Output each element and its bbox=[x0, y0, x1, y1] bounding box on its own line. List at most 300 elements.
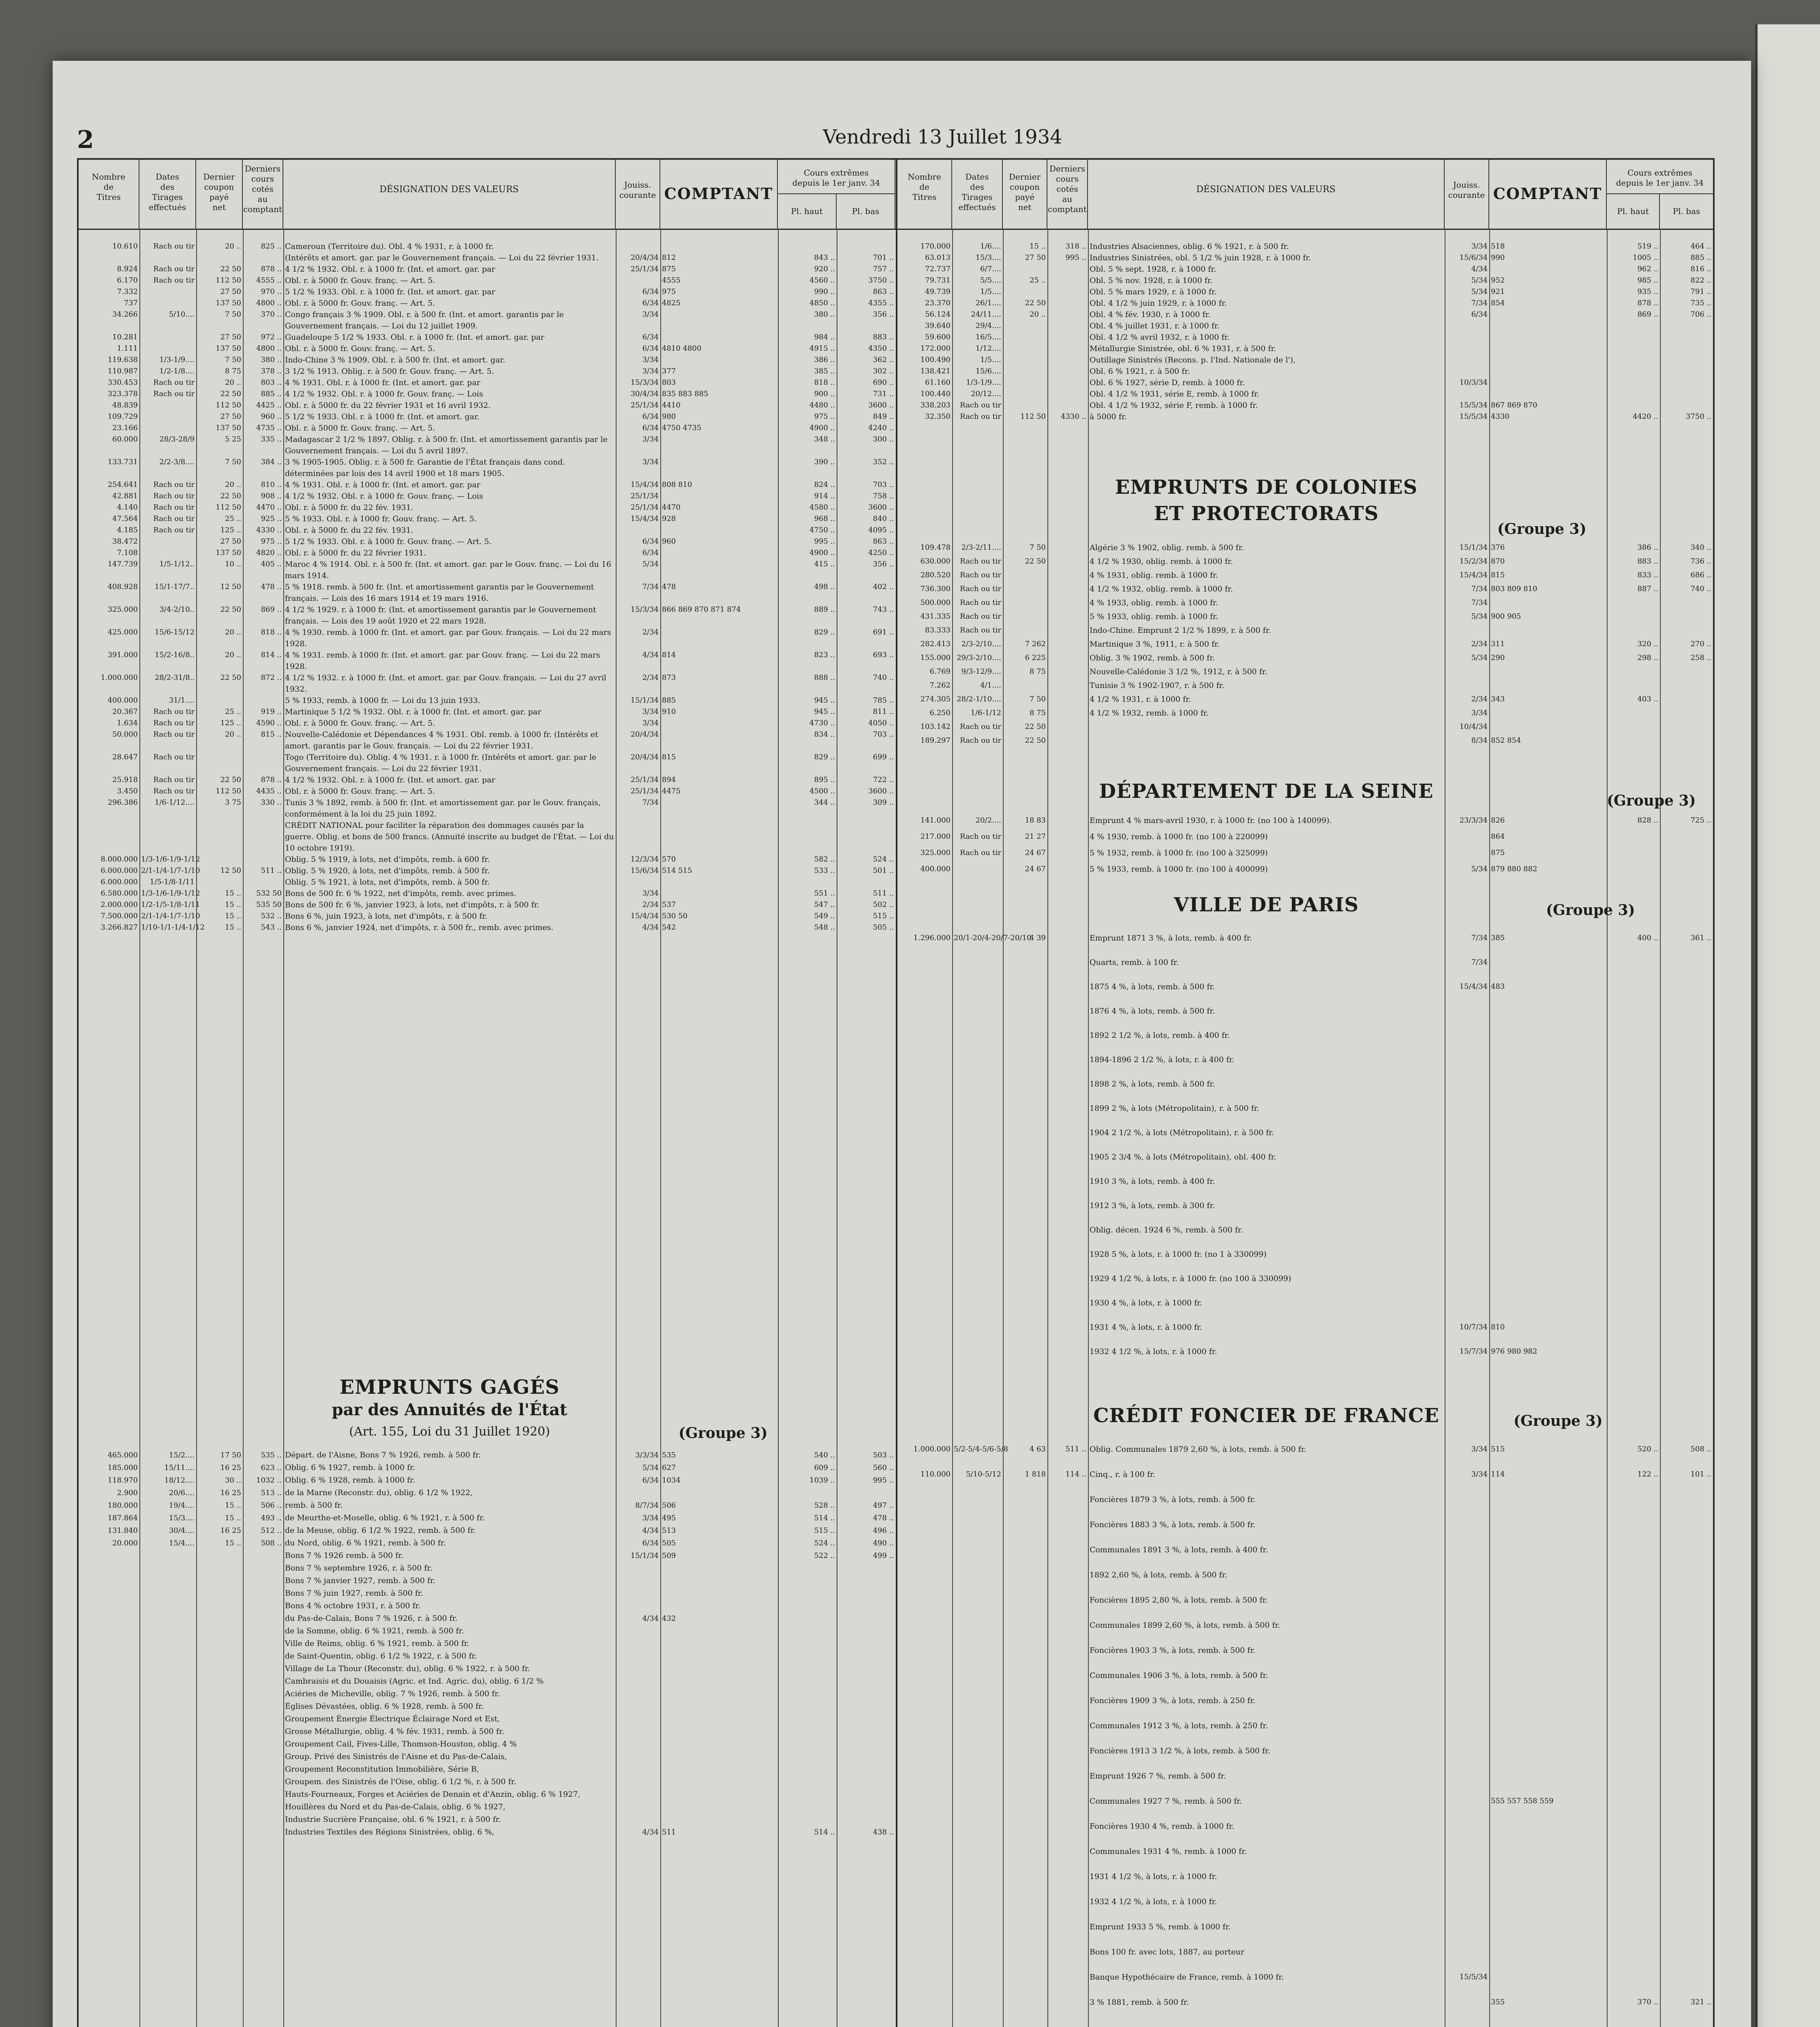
cell-nombre: 103.142 bbox=[920, 722, 951, 731]
cell-jouiss: 6/34 bbox=[642, 333, 659, 341]
cell-nombre bbox=[80, 1625, 138, 1637]
table-row bbox=[897, 241, 1713, 252]
cell-cours: 885 .. bbox=[261, 390, 282, 398]
cell-haut: 4480 .. bbox=[809, 401, 835, 409]
cell-comptant bbox=[662, 1663, 776, 1675]
cell-jouiss bbox=[1446, 1537, 1488, 1562]
cell-jouiss bbox=[1446, 332, 1488, 343]
table-row bbox=[79, 649, 896, 672]
cell-coupon bbox=[1004, 1315, 1046, 1339]
cell-coupon: 25 .. bbox=[225, 514, 241, 523]
cell-dates: 15/4.... bbox=[169, 1539, 195, 1547]
cell-designation: Foncières 1903 3 %, à lots, remb. à 500 fr. bbox=[1090, 1646, 1256, 1655]
cell-coupon bbox=[198, 1663, 241, 1675]
cell-coupon bbox=[1004, 1965, 1046, 1990]
cell-coupon: 112 50 bbox=[216, 787, 241, 795]
table-row bbox=[897, 720, 1713, 734]
table-row bbox=[897, 366, 1713, 377]
table-row bbox=[79, 1549, 896, 1562]
table-row bbox=[79, 491, 896, 502]
cell-coupon: 137 50 bbox=[216, 299, 241, 307]
cell-haut bbox=[779, 1637, 835, 1650]
cell-coupon bbox=[1004, 1839, 1046, 1864]
cell-bas: 840 .. bbox=[873, 514, 894, 523]
cell-coupon bbox=[198, 1763, 241, 1776]
cell-nombre: 110.000 bbox=[920, 1470, 951, 1478]
table-row bbox=[79, 1751, 896, 1763]
cell-nombre: 79.731 bbox=[925, 276, 951, 285]
cell-cours bbox=[244, 1587, 282, 1600]
cell-jouiss bbox=[1446, 1990, 1488, 2015]
cell-bas bbox=[1662, 1638, 1711, 1663]
cell-comptant bbox=[1491, 1291, 1605, 1315]
cell-haut: 4750 .. bbox=[809, 526, 835, 534]
cell-designation: 4 1/2 % 1932. Obl. r. à 1000 fr. (Int. et amort. gar. par bbox=[285, 776, 495, 784]
page-date: Vendredi 13 Juillet 1934 bbox=[823, 126, 1062, 148]
cell-designation: Obl. 6 % 1927, série D, remb. à 1000 fr. bbox=[1090, 378, 1245, 387]
seine-title: DÉPARTEMENT DE LA SEINE bbox=[1099, 780, 1434, 803]
cell-dates bbox=[954, 1339, 1001, 1364]
cell-coupon bbox=[1004, 679, 1046, 692]
cell-nombre: 20.367 bbox=[112, 707, 138, 716]
cell-designation: Martinique 3 %, 1911, r. à 500 fr. bbox=[1090, 640, 1220, 649]
credit-foncier-title: CRÉDIT FONCIER DE FRANCE bbox=[1093, 1404, 1439, 1427]
groupe-label: (Groupe 3) bbox=[679, 1425, 768, 1442]
col-header-nombre: Nombre de Titres bbox=[79, 160, 139, 229]
cell-dates: Rach ou tir bbox=[153, 242, 195, 251]
cell-bas: 758 .. bbox=[873, 492, 894, 500]
cell-comptant: 311 bbox=[1491, 640, 1505, 648]
cell-coupon bbox=[1004, 1145, 1046, 1169]
cell-nombre: 180.000 bbox=[107, 1501, 138, 1510]
cell-jouiss bbox=[1446, 354, 1488, 366]
cell-nombre bbox=[899, 950, 951, 975]
cell-dates: 2/2-3/8.... bbox=[159, 458, 195, 466]
cell-comptant bbox=[662, 820, 776, 854]
cell-jouiss: 15/3/34 bbox=[630, 378, 659, 387]
cell-designation: 1932 4 1/2 %, à lots, r. à 1000 fr. bbox=[1090, 1897, 1217, 1906]
cell-comptant: 4470 bbox=[662, 503, 681, 512]
cell-comptant bbox=[1491, 1738, 1605, 1763]
cell-coupon bbox=[1004, 1613, 1046, 1638]
cell-haut: 609 .. bbox=[814, 1463, 835, 1472]
cell-designation: Obl. 4 1/2 % 1932, série F, remb. à 1000 fr. bbox=[1090, 401, 1258, 410]
cell-coupon bbox=[1004, 377, 1046, 388]
cell-nombre: 7.332 bbox=[117, 287, 138, 296]
cell-comptant bbox=[662, 1625, 776, 1637]
cell-designation: Houillères du Nord et du Pas-de-Calais, oblig. 6 % 1927, bbox=[285, 1802, 506, 1811]
cell-dates: 4/1.... bbox=[980, 681, 1001, 690]
cell-coupon bbox=[1004, 1512, 1046, 1537]
cell-cours: 4330 .. bbox=[256, 526, 282, 534]
cell-cours bbox=[1049, 679, 1086, 692]
cell-jouiss bbox=[1446, 1889, 1488, 1914]
table-row bbox=[79, 479, 896, 491]
cell-haut: 415 .. bbox=[814, 560, 835, 568]
cell-coupon: 7 50 bbox=[225, 310, 241, 319]
cell-cours: 4555 .. bbox=[256, 276, 282, 285]
cell-coupon: 7 50 bbox=[1029, 695, 1046, 703]
cell-haut bbox=[1608, 1512, 1658, 1537]
cell-coupon bbox=[1004, 1763, 1046, 1789]
cell-coupon: 25 .. bbox=[225, 707, 241, 716]
cell-nombre: 32.350 bbox=[925, 412, 951, 421]
table-row bbox=[897, 388, 1713, 400]
cell-bas bbox=[1662, 1939, 1711, 1965]
cell-haut bbox=[779, 1725, 835, 1738]
cell-dates bbox=[141, 1625, 195, 1637]
col-header-comptant: COMPTANT bbox=[1489, 160, 1607, 229]
cell-nombre bbox=[80, 1600, 138, 1612]
cell-designation: 4 % 1933, oblig. remb. à 1000 fr. bbox=[1090, 598, 1218, 607]
cell-comptant: 627 bbox=[662, 1463, 676, 1472]
table-row bbox=[897, 1789, 1713, 1814]
cell-designation: Cameroun (Territoire du). Obl. 4 % 1931, r. à 1000 fr. bbox=[285, 242, 494, 251]
cell-haut bbox=[1608, 1145, 1658, 1169]
cell-nombre bbox=[899, 1169, 951, 1193]
cell-comptant bbox=[1491, 1713, 1605, 1738]
cell-haut bbox=[779, 1813, 835, 1826]
cell-cours: 908 .. bbox=[261, 492, 282, 500]
cell-designation: Bons 4 % octobre 1931, r. à 500 fr. bbox=[285, 1601, 421, 1610]
cell-comptant: 515 bbox=[1491, 1445, 1505, 1453]
cell-comptant bbox=[1491, 1242, 1605, 1266]
table-row bbox=[897, 692, 1713, 706]
cell-dates: 1/3-1/9.... bbox=[159, 356, 195, 364]
cell-nombre: 49.739 bbox=[925, 287, 951, 296]
cell-haut: 515 .. bbox=[814, 1526, 835, 1535]
cell-designation: Cambraisis et du Douaisis (Agric. et Ind. Agric. du), oblig. 6 1/2 % bbox=[285, 1677, 544, 1686]
cell-bas: 478 .. bbox=[873, 1514, 894, 1522]
cell-designation: à 5000 fr. bbox=[1090, 412, 1127, 421]
cell-jouiss: 6/34 bbox=[642, 344, 659, 353]
table-row bbox=[79, 456, 896, 479]
cell-haut bbox=[779, 1575, 835, 1587]
cell-cours: 4425 .. bbox=[256, 401, 282, 409]
cell-coupon: 24 67 bbox=[1025, 865, 1046, 873]
cell-comptant bbox=[662, 525, 776, 536]
table-row bbox=[897, 1889, 1713, 1914]
cell-haut bbox=[779, 1587, 835, 1600]
cell-bas bbox=[1662, 377, 1711, 388]
cell-dates: 20/6.... bbox=[169, 1489, 195, 1497]
cell-designation: Oblig. Communales 1879 2,60 %, à lots, remb. à 500 fr. bbox=[1090, 1445, 1306, 1454]
cell-nombre: 330.453 bbox=[107, 378, 138, 387]
cell-bas: 496 .. bbox=[873, 1526, 894, 1535]
cell-bas bbox=[1662, 1738, 1711, 1763]
cell-bas: 699 .. bbox=[873, 753, 894, 761]
cell-nombre bbox=[80, 1612, 138, 1625]
cell-dates bbox=[141, 1751, 195, 1763]
cell-comptant: 555 557 558 559 bbox=[1491, 1797, 1554, 1805]
cell-coupon bbox=[198, 1675, 241, 1688]
cell-comptant: 815 bbox=[662, 753, 676, 761]
cell-nombre: 7.262 bbox=[929, 681, 951, 690]
cell-cours: 919 .. bbox=[261, 707, 282, 716]
cell-jouiss bbox=[1446, 1864, 1488, 1889]
cell-cours bbox=[1049, 1266, 1086, 1291]
cell-designation: 1910 3 %, à lots, remb. à 400 fr. bbox=[1090, 1177, 1215, 1186]
table-row bbox=[897, 1145, 1713, 1169]
cell-designation: 1929 4 1/2 %, à lots, r. à 1000 fr. (no 100 à 330099) bbox=[1090, 1274, 1291, 1283]
cell-nombre: 736.300 bbox=[920, 585, 951, 593]
cell-cours bbox=[1049, 861, 1086, 877]
cell-dates: 1/5-1/12.. bbox=[159, 560, 195, 568]
cell-bas: 300 .. bbox=[873, 435, 894, 444]
cell-haut bbox=[1608, 596, 1658, 610]
cell-bas bbox=[1662, 320, 1711, 332]
cell-jouiss bbox=[1446, 1121, 1488, 1145]
cell-jouiss bbox=[617, 1600, 659, 1612]
cell-comptant: 852 854 bbox=[1491, 736, 1521, 745]
col-header-dates: Dates des Tirages effectués bbox=[952, 160, 1003, 229]
cell-dates: Rach ou tir bbox=[960, 557, 1001, 566]
cell-dates: 31/1.... bbox=[169, 696, 195, 705]
col-header-jouiss: Jouiss. courante bbox=[1445, 160, 1489, 229]
cell-cours: 4330 .. bbox=[1061, 412, 1086, 421]
cell-jouiss: 25/1/34 bbox=[630, 503, 659, 512]
cell-haut bbox=[1608, 388, 1658, 400]
cell-bas bbox=[1662, 1169, 1711, 1193]
cell-nombre: 408.928 bbox=[107, 583, 138, 591]
cell-dates: Rach ou tir bbox=[153, 526, 195, 534]
cell-coupon bbox=[1004, 1487, 1046, 1512]
table-row bbox=[79, 377, 896, 388]
col-header-pl-haut: Pl. haut bbox=[778, 194, 837, 229]
cell-jouiss: 5/34 bbox=[642, 560, 659, 568]
cell-comptant: 867 869 870 bbox=[1491, 401, 1537, 409]
cell-haut bbox=[1608, 624, 1658, 637]
cell-comptant bbox=[1491, 388, 1605, 400]
cell-jouiss bbox=[617, 1788, 659, 1801]
cell-cours bbox=[1049, 582, 1086, 596]
cell-bas: 4240 .. bbox=[868, 424, 894, 432]
cell-jouiss bbox=[1446, 624, 1488, 637]
cell-cours bbox=[1049, 665, 1086, 679]
cell-bas: 3600 .. bbox=[868, 503, 894, 512]
cell-nombre bbox=[899, 999, 951, 1023]
cell-bas bbox=[1662, 1663, 1711, 1688]
cell-dates bbox=[954, 999, 1001, 1023]
cell-jouiss: 6/34 bbox=[642, 537, 659, 546]
cell-comptant bbox=[1491, 320, 1605, 332]
cell-bas bbox=[838, 1801, 894, 1813]
cell-jouiss: 5/34 bbox=[1471, 287, 1488, 296]
table-row bbox=[79, 786, 896, 797]
cell-coupon: 8 75 bbox=[225, 367, 241, 375]
table-row bbox=[897, 555, 1713, 568]
cell-cours bbox=[1049, 1193, 1086, 1218]
cell-designation: Industries Textiles des Régions Sinistrées, oblig. 6 %, bbox=[285, 1828, 495, 1836]
cell-nombre: 118.970 bbox=[107, 1476, 138, 1485]
cell-bas: 511 .. bbox=[873, 889, 894, 898]
cell-designation: 1912 3 %, à lots, remb. à 300 fr. bbox=[1090, 1201, 1215, 1210]
cell-comptant bbox=[1491, 1588, 1605, 1613]
cell-comptant bbox=[662, 1763, 776, 1776]
cell-haut bbox=[1608, 845, 1658, 861]
table-row bbox=[79, 275, 896, 286]
cell-nombre: 6.000.000 bbox=[101, 878, 138, 886]
table-row bbox=[79, 695, 896, 706]
cell-jouiss bbox=[617, 1763, 659, 1776]
cell-bas bbox=[838, 1675, 894, 1688]
cell-bas: 4355 .. bbox=[868, 299, 894, 307]
table-row bbox=[897, 332, 1713, 343]
emprunts-gages-title: EMPRUNTS GAGÉS bbox=[339, 1376, 560, 1399]
cell-designation: Églises Dévastées, oblig. 6 % 1928, remb. à 500 fr. bbox=[285, 1702, 484, 1711]
cell-haut bbox=[1608, 1914, 1658, 1939]
table-row bbox=[897, 252, 1713, 264]
cell-designation: Quarts, remb. à 100 fr. bbox=[1090, 958, 1179, 967]
cell-haut: 498 .. bbox=[814, 583, 835, 591]
cell-dates bbox=[141, 1663, 195, 1675]
cell-jouiss: 25/1/34 bbox=[630, 401, 659, 409]
table-row bbox=[897, 1965, 1713, 1990]
cell-dates: 18/12.... bbox=[164, 1476, 195, 1485]
table-row bbox=[79, 1562, 896, 1575]
cell-bas bbox=[1662, 1588, 1711, 1613]
cell-designation: Bons 7 % janvier 1927, remb. à 500 fr. bbox=[285, 1576, 436, 1585]
cell-comptant: 537 bbox=[662, 900, 676, 909]
cell-coupon: 15 .. bbox=[225, 1514, 241, 1522]
cell-haut: 945 .. bbox=[814, 707, 835, 716]
cell-coupon: 16 25 bbox=[220, 1489, 241, 1497]
cell-bas bbox=[1662, 692, 1711, 706]
cell-designation: Martinique 5 1/2 % 1932. Obl. r. à 1000 fr. (Int. et amort. gar. par bbox=[285, 707, 542, 716]
cell-jouiss bbox=[1446, 1169, 1488, 1193]
cell-designation: 5 % 1933. Obl. r. à 1000 fr. Gouv. franç. — Art. 5. bbox=[285, 514, 477, 523]
cell-nombre bbox=[899, 1814, 951, 1839]
col-header-derniers-cours: Derniers cours cotés au comptant bbox=[1047, 160, 1088, 229]
cell-designation: 4 % 1930, remb. à 1000 fr. (no 100 à 220099) bbox=[1090, 832, 1268, 841]
cell-bas: 4095 .. bbox=[868, 526, 894, 534]
cell-designation: 5 % 1933, remb. à 1000 fr. (no 100 à 400099) bbox=[1090, 865, 1268, 874]
cell-dates: Rach ou tir bbox=[153, 514, 195, 523]
cell-coupon: 15 .. bbox=[225, 900, 241, 909]
cell-designation: Group. Privé des Sinistrés de l'Aisne et du Pas-de-Calais, bbox=[285, 1752, 507, 1761]
cell-cours bbox=[1049, 1588, 1086, 1613]
cell-jouiss: 15/5/34 bbox=[1459, 401, 1488, 409]
cell-nombre bbox=[899, 1096, 951, 1121]
cell-comptant: 343 bbox=[1491, 695, 1505, 703]
col-header-designation: DÉSIGNATION DES VALEURS bbox=[1088, 160, 1445, 229]
cell-cours bbox=[1049, 734, 1086, 748]
cell-dates: Rach ou tir bbox=[153, 480, 195, 489]
cell-bas: 706 .. bbox=[1690, 310, 1711, 319]
cell-cours bbox=[244, 1788, 282, 1801]
table-row bbox=[897, 1339, 1713, 1364]
table-row bbox=[79, 1625, 896, 1637]
table-row bbox=[79, 888, 896, 899]
table-row bbox=[79, 865, 896, 876]
cell-haut bbox=[1608, 1638, 1658, 1663]
cell-dates: 28/3-28/9 bbox=[159, 435, 195, 444]
cell-designation: 1894-1896 2 1/2 %, à lots, r. à 400 fr. bbox=[1090, 1055, 1235, 1064]
cell-comptant: 990 bbox=[1491, 253, 1505, 262]
cell-designation: Bons 7 % juin 1927, remb. à 500 fr. bbox=[285, 1589, 423, 1598]
cell-dates bbox=[954, 1096, 1001, 1121]
cell-haut bbox=[1608, 1487, 1658, 1512]
cell-nombre bbox=[899, 1965, 951, 1990]
table-row bbox=[79, 411, 896, 422]
cell-dates: 15/2-16/8.. bbox=[154, 651, 195, 659]
cell-jouiss: 3/34 bbox=[642, 719, 659, 727]
cell-bas bbox=[838, 1600, 894, 1612]
cell-comptant bbox=[662, 888, 776, 899]
cell-haut: 549 .. bbox=[814, 912, 835, 920]
table-row bbox=[897, 400, 1713, 411]
cell-cours bbox=[1049, 366, 1086, 377]
cell-jouiss: 2/34 bbox=[1471, 695, 1488, 703]
cell-designation: 1899 2 %, à lots (Métropolitain), r. à 500 fr. bbox=[1090, 1104, 1259, 1113]
cell-coupon: 15 .. bbox=[1029, 242, 1046, 251]
cell-nombre bbox=[899, 1588, 951, 1613]
cell-dates: 1/6-1/12 bbox=[970, 709, 1001, 717]
cell-comptant: 506 bbox=[662, 1501, 676, 1510]
cell-bas bbox=[1662, 1965, 1711, 1990]
cell-nombre: 325.000 bbox=[107, 605, 138, 614]
cell-nombre: 147.739 bbox=[107, 560, 138, 568]
cell-coupon bbox=[1004, 1291, 1046, 1315]
cell-haut bbox=[1608, 1242, 1658, 1266]
cell-coupon: 1 818 bbox=[1025, 1470, 1046, 1478]
cell-cours bbox=[1049, 343, 1086, 354]
cell-coupon bbox=[198, 1575, 241, 1587]
cell-dates: 2/3-2/10.... bbox=[961, 640, 1001, 648]
cell-jouiss bbox=[617, 1700, 659, 1713]
cell-haut: 883 .. bbox=[1637, 557, 1658, 566]
table-row bbox=[897, 309, 1713, 320]
cell-comptant: 535 bbox=[662, 1451, 676, 1459]
cell-cours: 995 .. bbox=[1065, 253, 1086, 262]
cell-bas: 849 .. bbox=[873, 412, 894, 421]
cell-dates bbox=[954, 1990, 1001, 2015]
cell-nombre: 280.520 bbox=[920, 571, 951, 579]
cell-designation: 4 1/2 % 1932. Obl. r. à 1000 fr. (Int. et amort. gar. par bbox=[285, 265, 495, 274]
cell-coupon: 15 .. bbox=[225, 912, 241, 920]
cell-haut bbox=[1608, 1193, 1658, 1218]
cell-haut bbox=[1608, 1096, 1658, 1121]
cell-coupon bbox=[1004, 1218, 1046, 1242]
table-row bbox=[79, 366, 896, 377]
cell-haut bbox=[1608, 1339, 1658, 1364]
cell-coupon: 22 50 bbox=[1025, 736, 1046, 745]
cell-jouiss: 10/4/34 bbox=[1459, 722, 1488, 731]
cell-designation: (Intérêts et amort. gar. par le Gouvernement français. — Loi du 22 février 1931. bbox=[285, 253, 599, 262]
cell-jouiss bbox=[1446, 1266, 1488, 1291]
cell-bas: 508 .. bbox=[1690, 1445, 1711, 1453]
cell-coupon: 12 50 bbox=[220, 866, 241, 875]
cell-coupon bbox=[198, 854, 241, 865]
cell-dates: Rach ou tir bbox=[960, 585, 1001, 593]
cell-jouiss bbox=[1446, 1145, 1488, 1169]
cell-nombre bbox=[80, 1663, 138, 1675]
cell-dates bbox=[141, 1575, 195, 1587]
cell-cours bbox=[244, 1776, 282, 1788]
cell-jouiss: 5/34 bbox=[642, 1463, 659, 1472]
table-row bbox=[897, 1266, 1713, 1291]
cell-nombre bbox=[899, 1339, 951, 1364]
cell-jouiss bbox=[617, 1688, 659, 1700]
cell-dates: 15/1-17/7.. bbox=[154, 583, 195, 591]
cell-coupon bbox=[198, 1625, 241, 1637]
cell-dates: Rach ou tir bbox=[960, 598, 1001, 607]
cell-comptant: 377 bbox=[662, 367, 676, 375]
table-row bbox=[897, 343, 1713, 354]
cell-haut: 914 .. bbox=[814, 492, 835, 500]
cell-designation: 4 1/2 % 1932, remb. à 1000 fr. bbox=[1090, 709, 1209, 718]
cell-coupon: 20 .. bbox=[225, 628, 241, 636]
